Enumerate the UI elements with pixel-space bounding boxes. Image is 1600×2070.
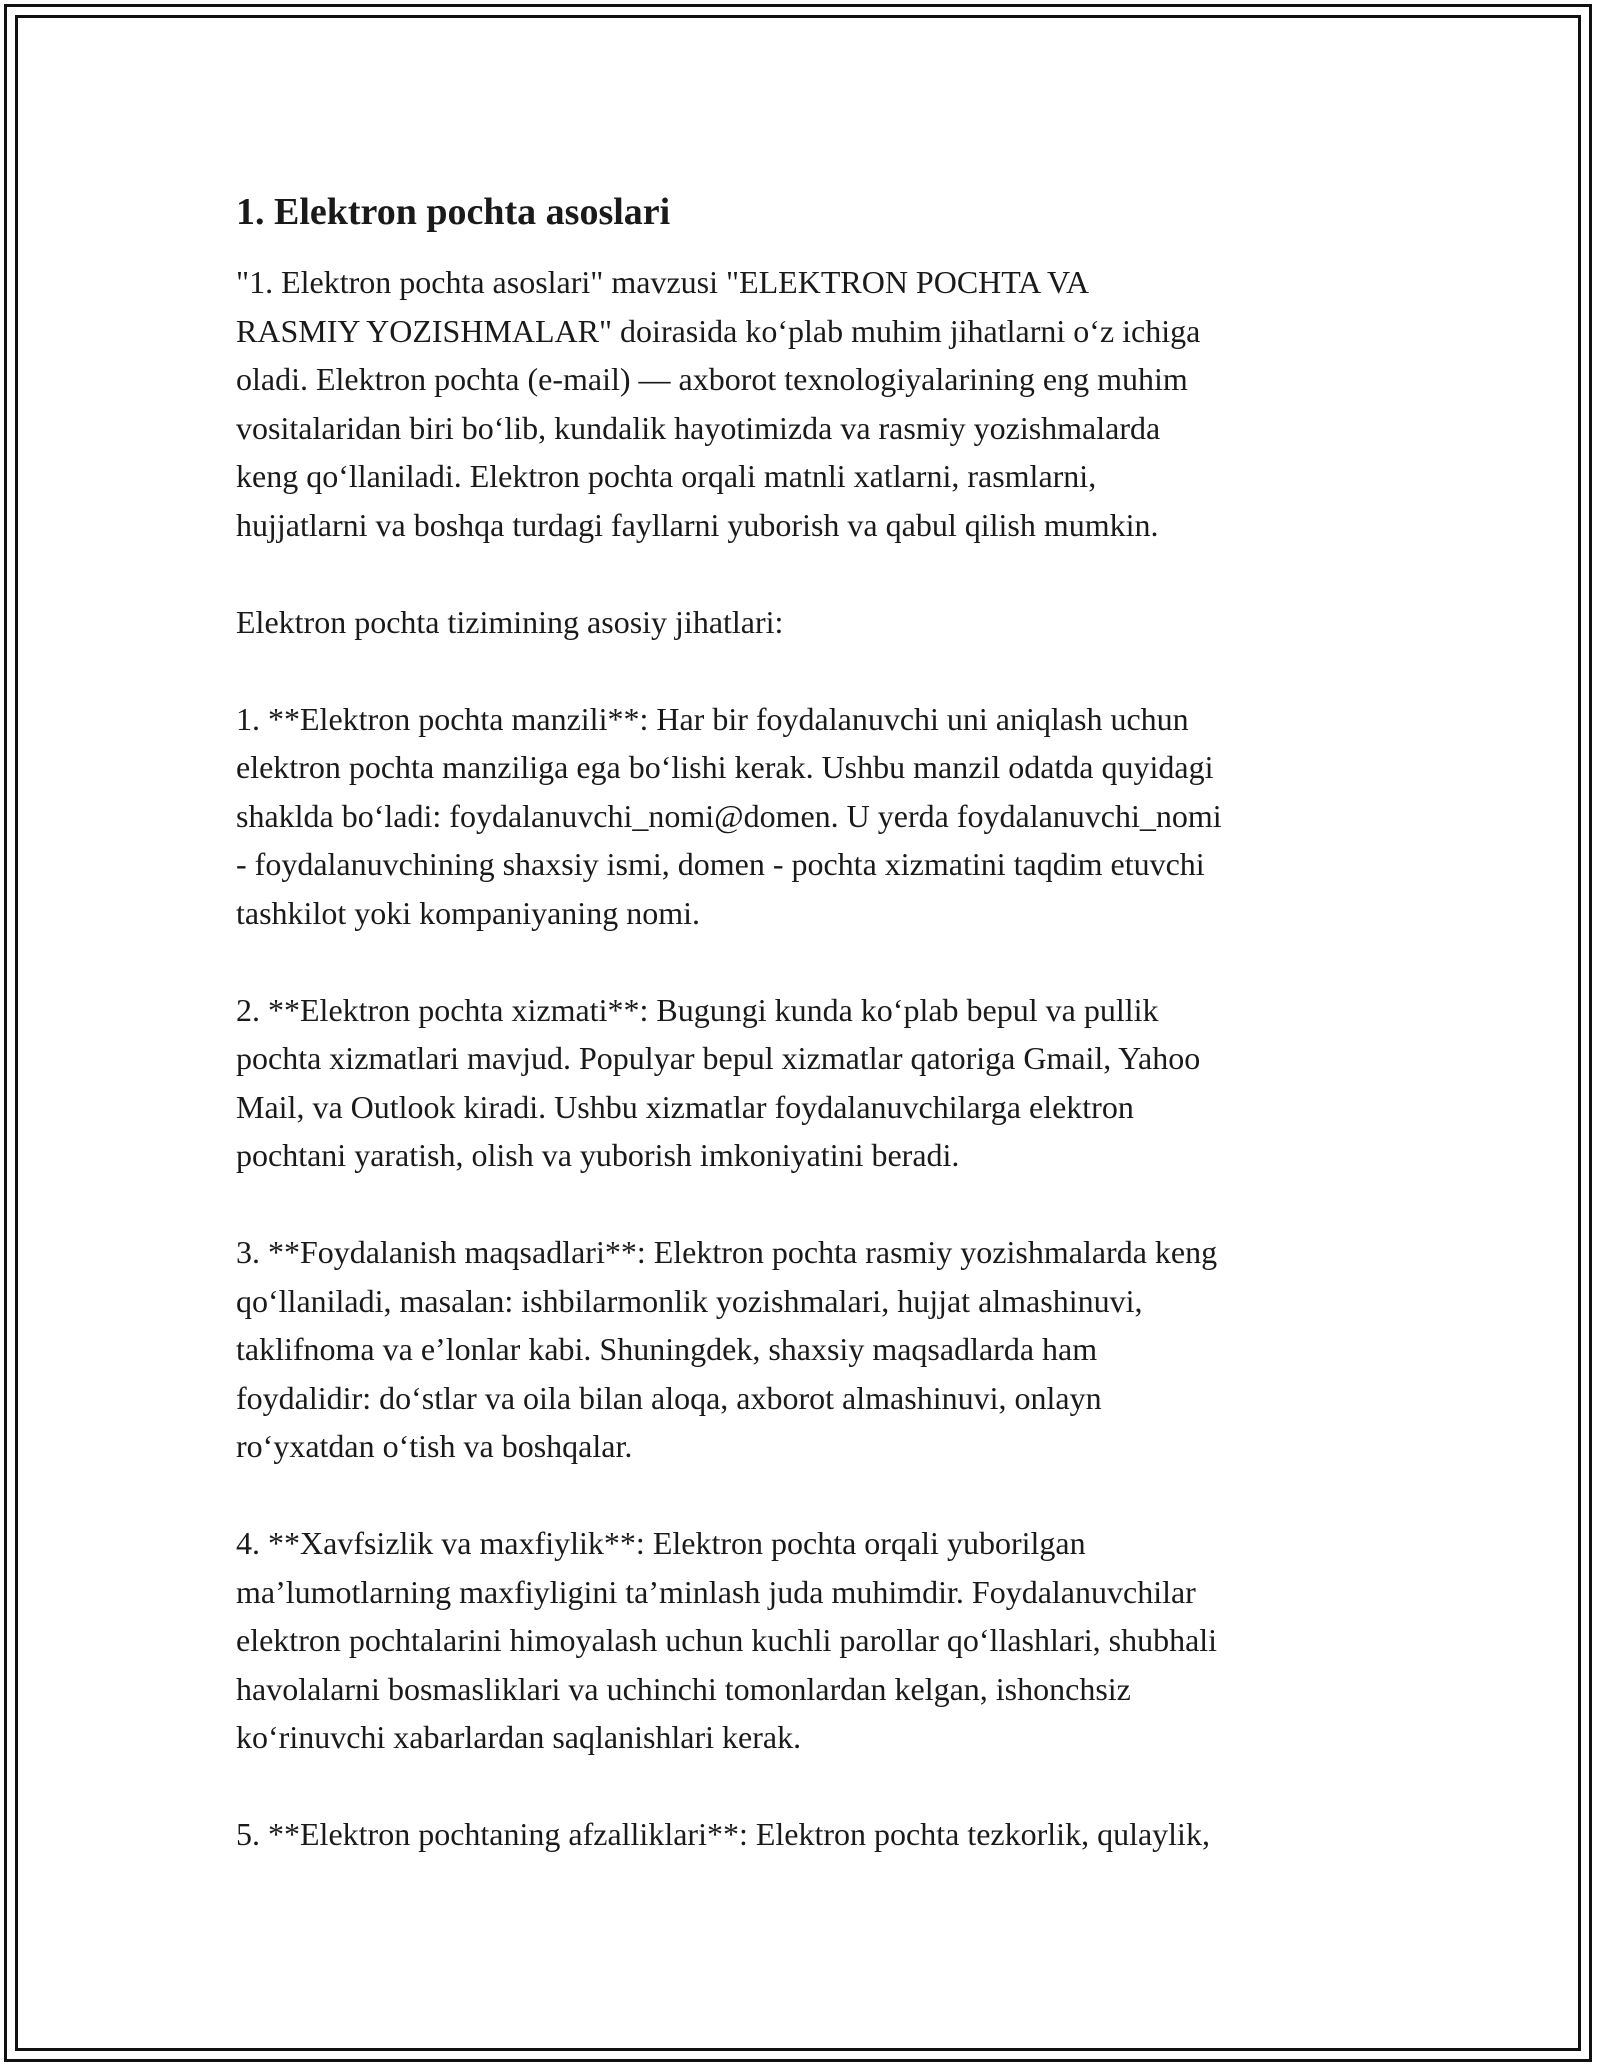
intro-paragraph: "1. Elektron pochta asoslari" mavzusi "ELEKTRON POCHTA VA RASMIY YOZISHMALAR" doirasida ko‘plab muhim jihatlarni o‘z ichiga oladi. Elektron pochta (e-mail) — axborot texnologiyalarining eng muhim vositalaridan biri bo‘lib, kundalik hayotimizda va rasmiy yozishmalarda keng qo‘llaniladi. Elektron pochta orqali matnli xatlarni, rasmlarni, hujjatlarni va boshqa turdagi fayllarni yuborish va qabul qilish mumkin. (236, 264, 1201, 543)
document-body (236, 186, 1386, 1907)
list-item-email-service: 2. **Elektron pochta xizmati**: Bugungi kunda ko‘plab bepul va pullik pochta xizmatlari mavjud. Populyar bepul xizmatlar qatoriga Gmail, Yahoo Mail, va Outlook kiradi. Ushbu xizmatlar foydalanuvchilarga elektron pochtani yaratish, olish va yuborish imkoniyatini beradi. (236, 991, 1201, 1173)
aspects-heading-paragraph: Elektron pochta tizimining asosiy jihatlari: (236, 603, 784, 640)
list-item-security-privacy: 4. **Xavfsizlik va maxfiylik**: Elektron pochta orqali yuborilgan ma’lumotlarning maxfiyligini ta’minlash juda muhimdir. Foydalanuvchilar elektron pochtalarini himoyalash uchun kuchli parollar qo‘llashlari, shubhali havolalarni bosmasliklari va uchinchi tomonlardan kelgan, ishonchsiz ko‘rinuvchi xabarlardan saqlanishlari kerak. (236, 1525, 1218, 1755)
list-item-advantages: 5. **Elektron pochtaning afzalliklari**: Elektron pochta tezkorlik, qulaylik, (236, 1816, 1210, 1852)
document-title: 1. Elektron pochta asoslari (236, 191, 671, 233)
list-item-usage-purposes: 3. **Foydalanish maqsadlari**: Elektron pochta rasmiy yozishmalarda keng qo‘llaniladi, masalan: ishbilarmonlik yozishmalari, hujjat almashinuvi, taklifnoma va e’lonlar kabi. Shuningdek, shaxsiy maqsadlarda ham foydalidir: do‘stlar va oila bilan aloqa, axborot almashinuvi, onlayn ro‘yxatdan o‘tish va boshqalar. (236, 1234, 1218, 1464)
list-item-email-address: 1. **Elektron pochta manzili**: Har bir foydalanuvchi uni aniqlash uchun elektron pochta manziliga ega bo‘lishi kerak. Ushbu manzil odatda quyidagi shaklda bo‘ladi: foydalanuvchi_nomi@domen. U yerda foydalanuvchi_nomi - foydalanuvchining shaxsiy ismi, domen - pochta xizmatini taqdim etuvchi tashkilot yoki kompaniyaning nomi. (236, 700, 1222, 931)
